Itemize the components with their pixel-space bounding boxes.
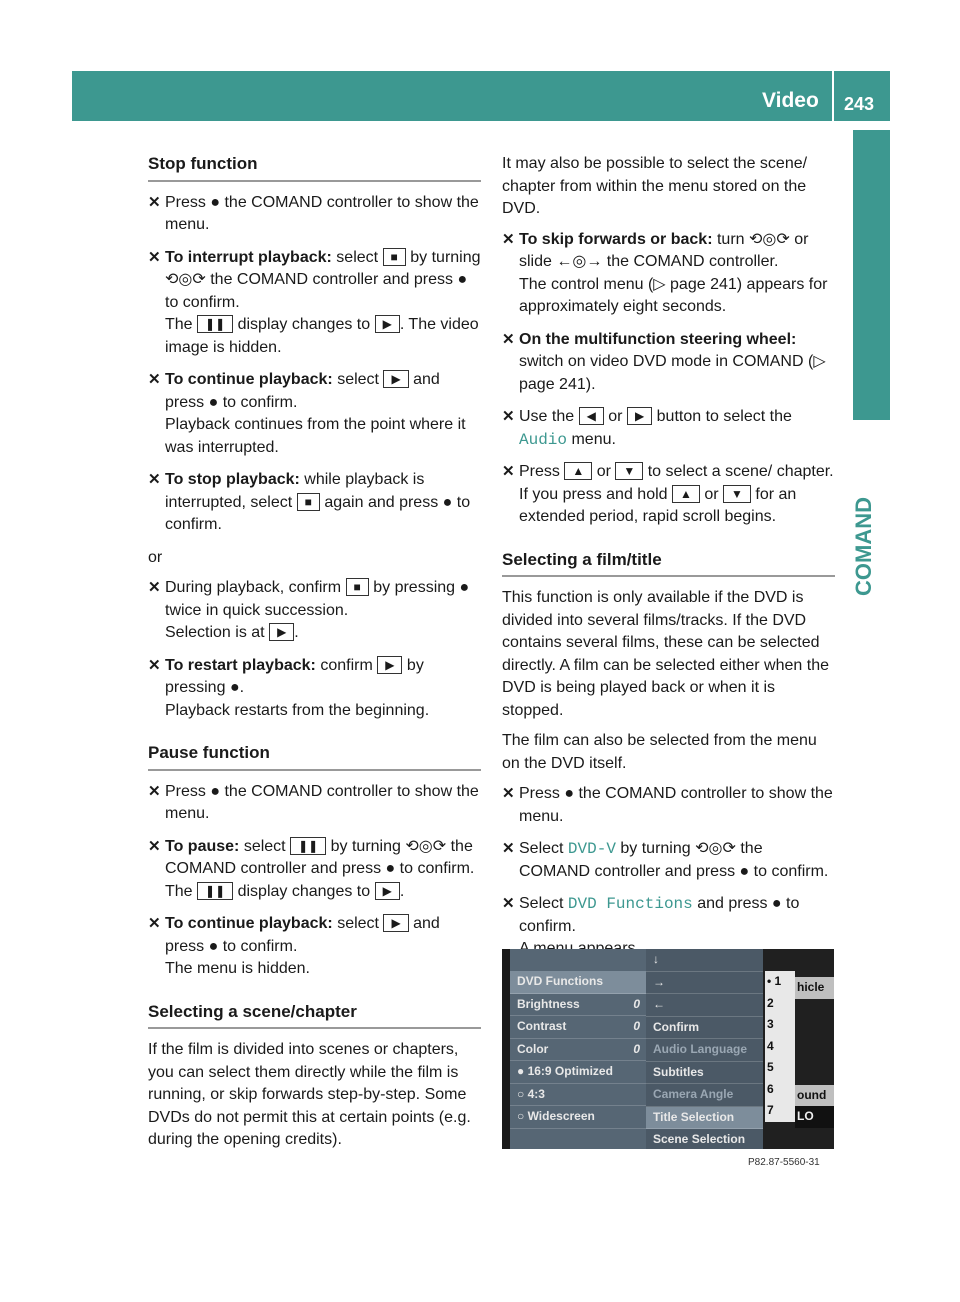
press-icon: ● <box>771 895 782 912</box>
arrow-down-icon: ↓ <box>653 952 659 966</box>
step: ✕ To pause: select ❚❚ by turning ⟲◎⟳ the COMAND controller and press ● to confirm. The ❚❚ display changes to ▶ . <box>148 837 475 900</box>
list-item: • 1 <box>767 974 782 988</box>
intro-paragraph: It may also be possible to select the scene/ chapter from within the menu stored on the DVD. <box>502 155 808 217</box>
step: ✕ Press ● the COMAND controller to show the menu. <box>502 785 833 825</box>
step: ✕ To continue playback: select ▶ and press ● to confirm. The menu is hidden. <box>148 915 440 977</box>
menu-item: ○ 4:3 <box>510 1084 646 1107</box>
pause-icon: ❚❚ <box>197 315 233 333</box>
step: ✕ On the multifunction steering wheel: switch on video DVD mode in COMAND (▷ page 241). <box>502 330 826 393</box>
tab-lo: LO <box>795 1106 834 1128</box>
press-icon: ● <box>385 860 396 877</box>
press-icon: ● <box>208 937 219 955</box>
step: ✕ During playback, confirm ■ by pressing ● twice in quick succession. Selection is at ▶ . <box>148 579 470 641</box>
image-caption: P82.87-5560-31 <box>748 1157 820 1168</box>
down-icon: ▼ <box>723 485 751 503</box>
menu-item <box>646 972 763 995</box>
list-item: 2 <box>767 995 774 1010</box>
press-icon: ● <box>210 193 221 211</box>
step: ✕ Select DVD-V by turning ⟲◎⟳ the COMAND controller and press ● to confirm. <box>502 840 829 880</box>
press-icon: ● <box>564 785 575 802</box>
page-section-title: Video <box>762 89 819 112</box>
menu-item <box>646 949 763 972</box>
press-icon: ● <box>459 579 470 596</box>
step: ✕ To restart playback: confirm ▶ by pressing ●. Playback restarts from the beginning. <box>148 656 430 719</box>
play-icon: ▶ <box>375 882 400 900</box>
menu-item: DVD Functions <box>510 971 646 994</box>
pause-icon: ❚❚ <box>197 882 233 900</box>
next-icon: ▶ <box>627 407 652 425</box>
previous-icon: ◀ <box>579 407 604 425</box>
slide-icon: ←◎→ <box>556 253 603 270</box>
turn-icon: ⟲◎⟳ <box>695 840 736 857</box>
play-icon: ▶ <box>377 656 402 674</box>
play-icon: ▶ <box>383 914 408 932</box>
menu-item: Camera Angle <box>646 1084 763 1107</box>
press-icon: ● <box>442 493 453 511</box>
stop-icon: ■ <box>297 493 320 511</box>
left-column <box>148 153 481 1160</box>
turn-icon: ⟲◎⟳ <box>405 837 447 855</box>
film-paragraph-2: The film can also be selected from the menu on the DVD itself. <box>502 732 817 772</box>
press-icon: ● <box>229 679 240 696</box>
heading-selecting-film: Selecting a film/title <box>502 549 835 578</box>
play-icon: ▶ <box>383 370 408 388</box>
play-icon: ▶ <box>269 623 294 641</box>
press-icon: ● <box>208 393 219 411</box>
stop-icon: ■ <box>383 248 406 266</box>
press-icon: ● <box>457 271 468 288</box>
turn-icon: ⟲◎⟳ <box>165 271 206 288</box>
turn-icon: ⟲◎⟳ <box>749 230 790 248</box>
side-tab-bar <box>853 130 890 420</box>
heading-pause-function: Pause function <box>148 742 481 771</box>
list-item: 5 <box>767 1060 774 1074</box>
heading-stop-function: Stop function <box>148 153 481 182</box>
step: ✕ Press ● the COMAND controller to show the menu. <box>148 193 479 233</box>
dvd-submenu <box>646 949 763 1149</box>
list-item: 7 <box>767 1103 774 1117</box>
step: ✕ Use the ◀ or ▶ button to select the Audio menu. <box>502 408 792 449</box>
tab-vehicle: hicle <box>795 977 834 999</box>
menu-item: Title Selection <box>646 1107 763 1130</box>
menu-item: Confirm <box>646 1017 763 1040</box>
right-tabs <box>795 977 834 1128</box>
pause-icon: ❚❚ <box>290 837 326 855</box>
step: ✕ To stop playback: while playback is interrupted, select ■ again and press ● to confirm. <box>148 471 471 533</box>
film-paragraph-1: This function is only available if the DVD is divided into several films/tracks. If the DVD contains several films, these can be selected directly. A film can be selected either when the DVD is being played back or when it is stopped. <box>502 589 829 719</box>
list-item: 6 <box>767 1081 774 1096</box>
list-item: 4 <box>767 1038 774 1053</box>
menu-item: Scene Selection <box>646 1129 763 1149</box>
menu-item: ○ Widescreen <box>510 1106 646 1129</box>
list-item: 3 <box>767 1017 774 1031</box>
press-icon: ● <box>739 862 750 880</box>
or-text: or <box>148 548 163 566</box>
step: ✕ To interrupt playback: select ■ by turning ⟲◎⟳ the COMAND controller and press ● to confirm. The ❚❚ display changes to ▶ . The video image is hidden. <box>148 248 481 356</box>
step: ✕ To continue playback: select ▶ and press ● to confirm. Playback continues from the point where it was interrupted. <box>148 371 466 456</box>
menu-item: Subtitles <box>646 1062 763 1085</box>
step: ✕ Press ▲ or ▼ to select a scene/ chapter. If you press and hold ▲ or ▼ for an extended period, rapid scroll begins. <box>502 463 834 525</box>
heading-selecting-scene: Selecting a scene/chapter <box>148 1001 481 1030</box>
header-divider <box>832 71 834 121</box>
press-icon: ● <box>210 782 221 800</box>
step: ✕ Press ● the COMAND controller to show the menu. <box>148 782 479 822</box>
arrow-right-icon: → <box>653 974 665 989</box>
menu-item: ● 16:9 Optimized <box>510 1061 646 1084</box>
comand-screen-image <box>502 949 834 1149</box>
step: ✕ To skip forwards or back: turn ⟲◎⟳ or slide ←◎→ the COMAND controller. The control menu (▷ page 241) appears for approximately eight seconds. <box>502 230 828 315</box>
stop-icon: ■ <box>346 578 369 596</box>
up-icon: ▲ <box>564 462 592 480</box>
menu-item <box>646 994 763 1017</box>
page-number: 243 <box>844 94 875 114</box>
menu-item: Brightness 0 <box>510 994 646 1017</box>
arrow-left-icon: ← <box>653 997 665 1011</box>
menu-item: Audio Language <box>646 1039 763 1062</box>
menu-item: Contrast 0 <box>510 1016 646 1039</box>
up-icon: ▲ <box>672 485 700 503</box>
step: ✕ Select DVD Functions and press ● to confirm. <box>502 895 800 935</box>
title-number-list <box>765 971 795 1122</box>
play-icon: ▶ <box>375 315 400 333</box>
side-tab-label: COMAND <box>851 497 876 596</box>
dvd-functions-menu <box>510 949 646 1149</box>
scene-paragraph: If the film is divided into scenes or chapters, you can select them directly while the film is running, or skip forwards step-by-step. Some DVDs do not permit this at certain points (e.g. during the opening credits). <box>148 1041 471 1148</box>
right-column <box>502 153 835 971</box>
tab-sound: ound <box>795 1085 834 1107</box>
down-icon: ▼ <box>615 462 643 480</box>
menu-item: Color 0 <box>510 1039 646 1062</box>
